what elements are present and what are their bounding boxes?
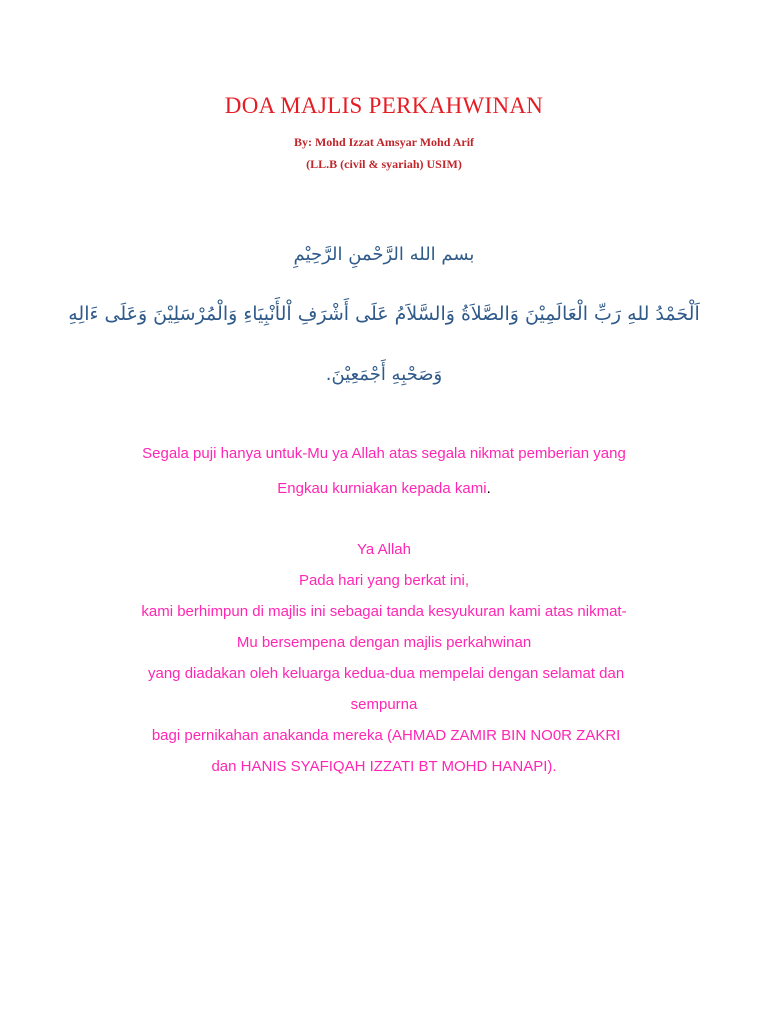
prayer-line: Pada hari yang berkat ini, xyxy=(298,572,470,589)
document-title: DOA MAJLIS PERKAHWINAN xyxy=(224,93,544,118)
author-line: By: Mohd Izzat Amsyar Mohd Arif xyxy=(293,135,475,149)
prayer-paragraph-1-line-2 xyxy=(0,480,768,497)
prayer-paragraph-1-text: Engkau kurniakan kepada kami xyxy=(277,480,487,497)
arabic-line-2: وَصَحْبِهِ أَجْمَعِيْنَ. xyxy=(325,364,443,385)
prayer-paragraph-1-line-1: Segala puji hanya untuk-Mu ya Allah atas segala nikmat pemberian yang xyxy=(142,445,626,462)
arabic-line-1: اَلْحَمْدُ للهِ رَبِّ الْعَالَمِيْنَ وَالصَّلاَةُ وَالسَّلاَمُ عَلَى أَشْرَفِ اْلأَنْبِيَاءِ وَالْمُرْسَلِيْنَ وَعَلَى ءَالِهِ xyxy=(68,303,700,325)
degree-line: (LL.B (civil & syariah) USIM) xyxy=(306,157,462,171)
prayer-line: Mu bersempena dengan majlis perkahwinan xyxy=(236,634,532,651)
arabic-basmalah: بسم الله الرَّحْمنِ الرَّحِيْمِ xyxy=(293,244,475,265)
prayer-line: sempurna xyxy=(350,696,418,713)
prayer-line: dan HANIS SYAFIQAH IZZATI BT MOHD HANAPI). xyxy=(211,758,557,775)
prayer-line: kami berhimpun di majlis ini sebagai tanda kesyukuran kami atas nikmat- xyxy=(141,603,627,620)
prayer-line: Ya Allah xyxy=(357,541,411,558)
prayer-line: yang diadakan oleh keluarga kedua-dua mempelai dengan selamat dan xyxy=(143,665,625,682)
prayer-line: bagi pernikahan anakanda mereka (AHMAD ZAMIR BIN NO0R ZAKRI xyxy=(147,727,621,744)
paragraph-period: . xyxy=(486,480,491,497)
